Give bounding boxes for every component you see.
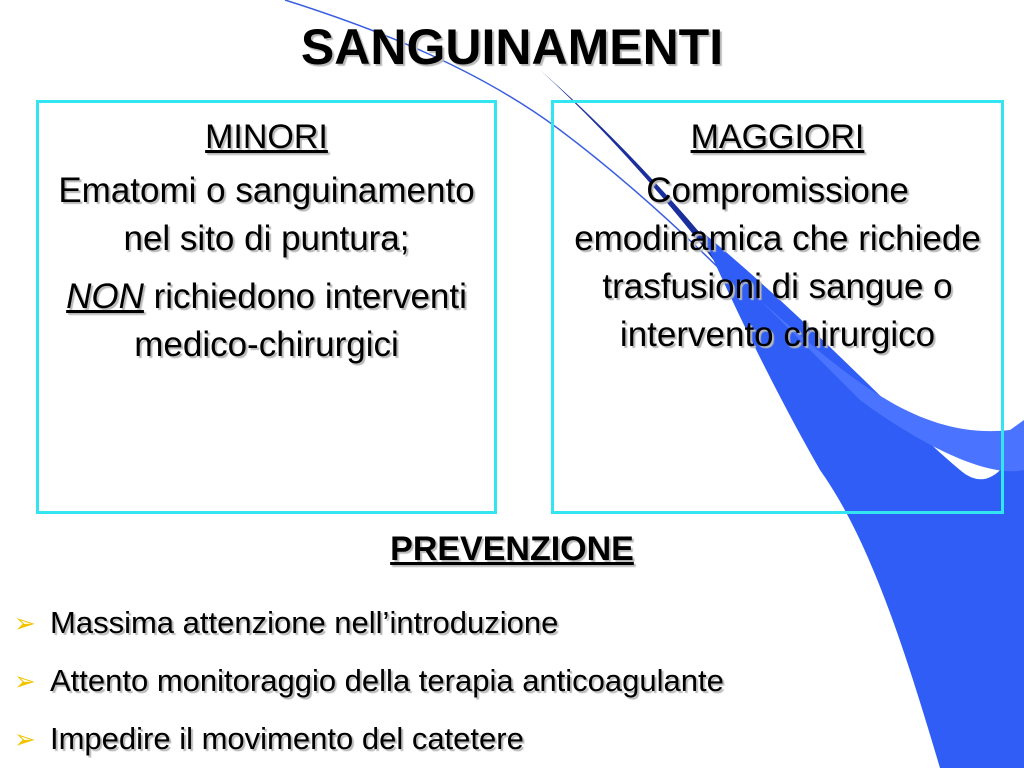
prevention-list — [14, 594, 724, 768]
prevention-heading: PREVENZIONE — [390, 530, 634, 568]
maggiori-heading: MAGGIORI — [690, 118, 865, 156]
list-item-text: Attento monitoraggio della terapia anticoagulante — [50, 663, 724, 698]
arrow-bullet-icon: ➢ — [14, 723, 36, 754]
non-emphasis: NON — [66, 277, 144, 316]
list-item-text: Impedire il movimento del catetere — [50, 721, 524, 756]
list-item — [14, 594, 724, 652]
maggiori-box — [551, 100, 1004, 514]
arrow-bullet-icon: ➢ — [14, 607, 36, 638]
list-item — [14, 652, 724, 710]
slide-title: SANGUINAMENTI — [300, 19, 724, 75]
minori-text-2-rest: richiedono interventi medico-chirurgici — [134, 277, 467, 364]
minori-box — [36, 100, 497, 514]
maggiori-text: Compromissione emodinamica che richiede trasfusioni di sangue o intervento chirurgico — [574, 171, 981, 354]
list-item-text: Massima attenzione nell’introduzione — [50, 605, 559, 640]
list-item — [14, 710, 724, 768]
minori-heading: MINORI — [205, 118, 328, 156]
minori-text-1: Ematomi o sanguinamento nel sito di puntura; — [58, 171, 475, 258]
minori-text-2 — [39, 273, 494, 369]
arrow-bullet-icon: ➢ — [14, 665, 36, 696]
